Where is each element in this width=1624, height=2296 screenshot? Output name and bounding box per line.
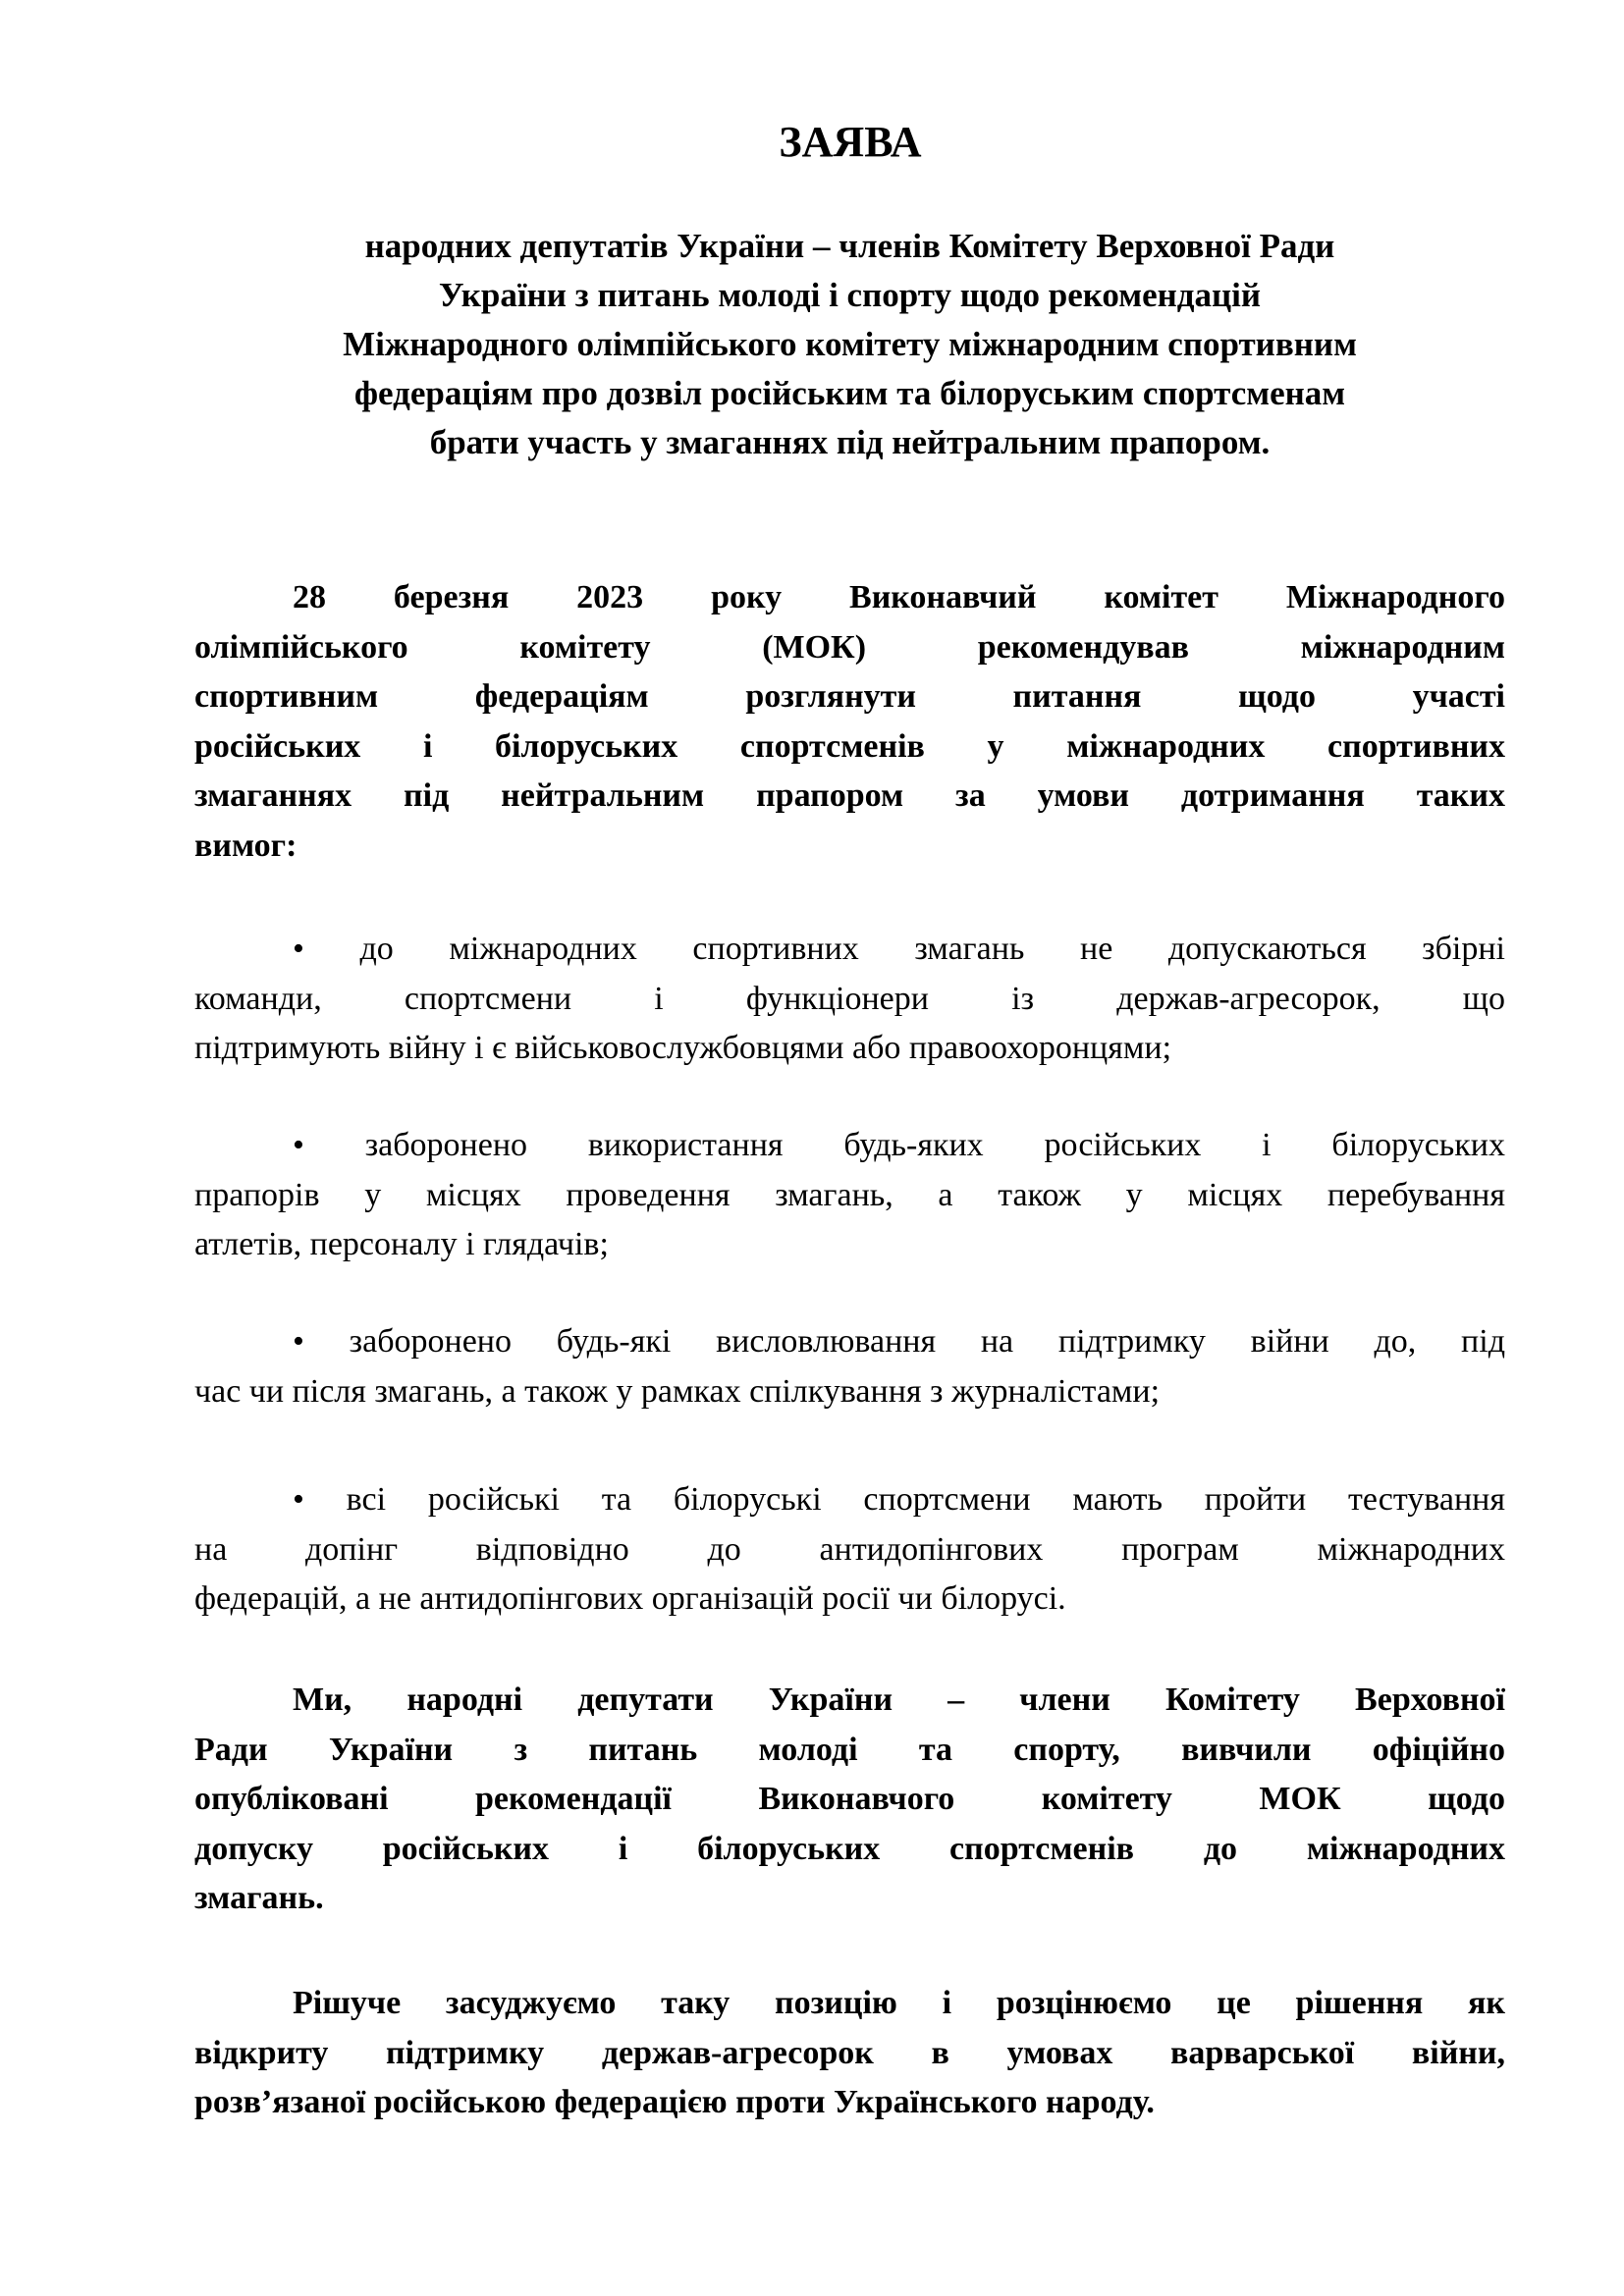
statement-paragraph	[194, 1676, 1505, 1924]
paragraph-line: змагань.	[194, 1880, 324, 1916]
bullet-item	[194, 1317, 1505, 1416]
subtitle-line: брати участь у змаганнях під нейтральним прапором.	[429, 423, 1271, 461]
bullet-icon: •	[293, 1127, 304, 1163]
bullet-line: час чи після змагань, а також у рамках спілкування з журналістами;	[194, 1372, 1161, 1410]
paragraph-line: олімпійського комітету (МОК) рекомендував міжнародним	[194, 628, 1505, 666]
bullet-line: атлетів, персоналу і глядачів;	[194, 1226, 609, 1262]
conclusion-paragraph	[194, 1979, 1505, 2128]
paragraph-line: Ради України з питань молоді та спорту, вивчили офіційно	[194, 1731, 1505, 1768]
bullet-item	[194, 925, 1505, 1074]
subtitle-line: народних депутатів України – членів Комітету Верховної Ради	[364, 227, 1335, 265]
document-title: ЗАЯВА	[779, 118, 922, 166]
bullet-item	[194, 1475, 1505, 1625]
bullet-text: до міжнародних спортивних змагань не допускаються збірні	[359, 931, 1505, 967]
subtitle-line: федераціям про дозвіл російським та білоруським спортсменам	[353, 374, 1346, 412]
subtitle-line: Міжнародного олімпійського комітету міжнародним спортивним	[343, 325, 1357, 363]
paragraph-line: спортивним федераціям розглянути питання щодо участі	[194, 678, 1505, 715]
paragraph-line: російських і білоруських спортсменів у міжнародних спортивних	[194, 727, 1505, 765]
bullet-line: на допінг відповідно до антидопінгових програм міжнародних	[194, 1530, 1505, 1568]
bullet-text: заборонено будь-які висловлювання на підтримку війни до, під	[349, 1323, 1505, 1360]
bullet-item	[194, 1121, 1505, 1270]
bullet-icon: •	[293, 931, 304, 967]
paragraph-line: змаганнях під нейтральним прапором за умови дотримання таких	[194, 777, 1505, 814]
bullet-line: підтримують війну і є військовослужбовцями або правоохоронцями;	[194, 1030, 1172, 1066]
subtitle-line: України з питань молоді і спорту щодо рекомендацій	[438, 276, 1262, 314]
bullet-text: заборонено використання будь-яких російських і білоруських	[364, 1127, 1506, 1163]
bullet-line: прапорів у місцях проведення змагань, а також у місцях перебування	[194, 1176, 1505, 1213]
paragraph-line: допуску російських і білоруських спортсменів до міжнародних	[194, 1830, 1505, 1867]
bullet-line: команди, спортсмени і функціонери із держав-агресорок, що	[194, 980, 1505, 1017]
bullet-icon: •	[293, 1481, 304, 1518]
paragraph-line: 28 березня 2023 року Виконавчий комітет Міжнародного	[293, 579, 1505, 615]
bullet-line: федерацій, а не антидопінгових організацій росії чи білорусі.	[194, 1580, 1066, 1617]
paragraph-line: відкриту підтримку держав-агресорок в умовах варварської війни,	[194, 2034, 1505, 2071]
bullet-icon: •	[293, 1323, 304, 1360]
document-subtitle	[194, 222, 1505, 467]
paragraph-line: Ми, народні депутати України – члени Комітету Верховної	[293, 1682, 1505, 1718]
bullet-text: всі російські та білоруські спортсмени мають пройти тестування	[346, 1481, 1506, 1518]
paragraph-line: розв’язаної російською федерацією проти Українського народу.	[194, 2084, 1155, 2120]
paragraph-line: вимог:	[194, 827, 298, 864]
paragraph-line: Рішуче засуджуємо таку позицію і розцінюємо це рішення як	[293, 1985, 1505, 2021]
intro-paragraph	[194, 573, 1505, 871]
paragraph-line: опубліковані рекомендації Виконавчого комітету МОК щодо	[194, 1781, 1505, 1817]
